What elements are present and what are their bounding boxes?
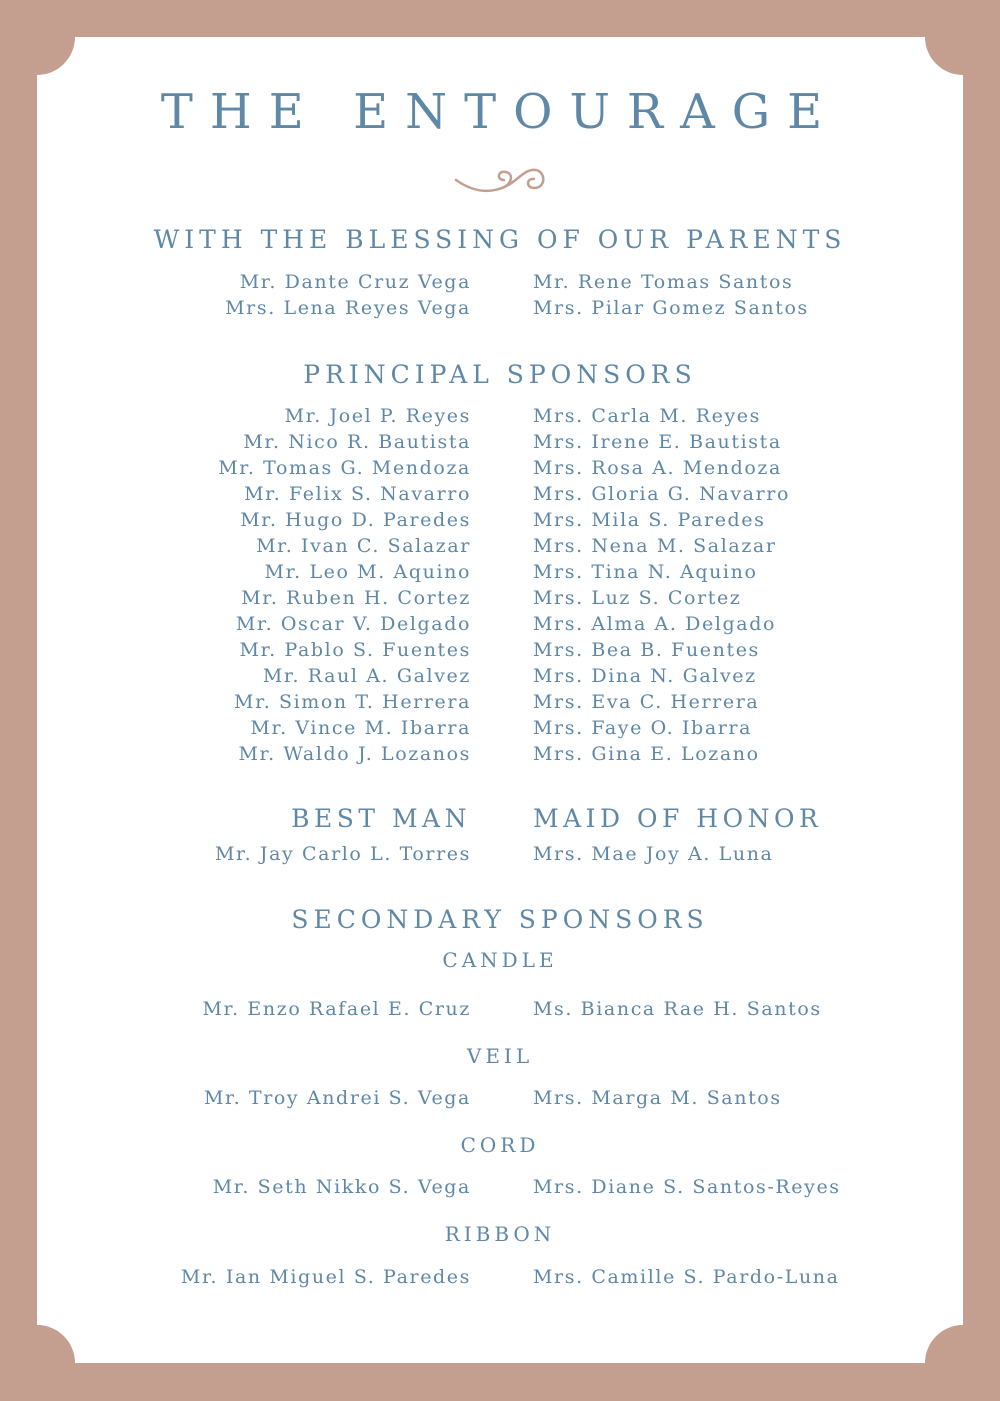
- cord-sponsor-right: Mrs. Diane S. Santos-Reyes: [533, 1176, 841, 1198]
- list-item: Mrs. Faye O. Ibarra: [533, 717, 753, 739]
- candle-sponsor-right: Ms. Bianca Rae H. Santos: [533, 998, 822, 1020]
- list-item: Mrs. Gloria G. Navarro: [533, 483, 790, 505]
- list-item: Mr. Pablo S. Fuentes: [239, 639, 471, 661]
- candle-heading: CANDLE: [442, 948, 558, 972]
- list-item: Mrs. Gina E. Lozano: [533, 743, 760, 765]
- veil-sponsor-right: Mrs. Marga M. Santos: [533, 1087, 782, 1109]
- bride-parents: [533, 269, 809, 321]
- list-item: Mrs. Carla M. Reyes: [533, 405, 761, 427]
- list-item: Mrs. Eva C. Herrera: [533, 691, 760, 713]
- bride-mother: Mrs. Pilar Gomez Santos: [533, 297, 809, 319]
- list-item: Mrs. Mila S. Paredes: [533, 509, 766, 531]
- ribbon-sponsor-right: Mrs. Camille S. Pardo-Luna: [533, 1266, 840, 1288]
- list-item: Mr. Waldo J. Lozanos: [238, 743, 471, 765]
- list-item: Mr. Felix S. Navarro: [244, 483, 471, 505]
- veil-sponsor-left: Mr. Troy Andrei S. Vega: [204, 1087, 471, 1109]
- parents-heading: WITH THE BLESSING OF OUR PARENTS: [153, 225, 847, 254]
- swirl-flourish-icon: [452, 160, 548, 204]
- page-title: THE ENTOURAGE: [160, 84, 840, 140]
- groom-parents: [225, 269, 471, 321]
- maid-of-honor-name: Mrs. Mae Joy A. Luna: [533, 843, 774, 865]
- best-man-name: Mr. Jay Carlo L. Torres: [214, 843, 471, 865]
- groom-mother: Mrs. Lena Reyes Vega: [225, 297, 471, 319]
- list-item: Mr. Joel P. Reyes: [284, 405, 471, 427]
- list-item: Mr. Hugo D. Paredes: [240, 509, 471, 531]
- list-item: Mrs. Irene E. Bautista: [533, 431, 782, 453]
- list-item: Mr. Ruben H. Cortez: [241, 587, 471, 609]
- list-item: Mrs. Bea B. Fuentes: [533, 639, 760, 661]
- list-item: Mrs. Luz S. Cortez: [533, 587, 742, 609]
- corner-notch-bottom-right: [925, 1325, 1000, 1401]
- list-item: Mrs. Rosa A. Mendoza: [533, 457, 782, 479]
- ribbon-sponsor-left: Mr. Ian Miguel S. Paredes: [180, 1266, 471, 1288]
- list-item: Mrs. Tina N. Aquino: [533, 561, 758, 583]
- candle-sponsor-left: Mr. Enzo Rafael E. Cruz: [202, 998, 471, 1020]
- secondary-sponsors-heading: SECONDARY SPONSORS: [291, 905, 709, 934]
- corner-notch-top-left: [0, 0, 75, 75]
- principal-sponsors-heading: PRINCIPAL SPONSORS: [303, 360, 697, 389]
- best-man-label: BEST MAN: [291, 804, 471, 833]
- principal-men-list: [218, 403, 471, 767]
- groom-father: Mr. Dante Cruz Vega: [239, 271, 471, 293]
- list-item: Mrs. Nena M. Salazar: [533, 535, 777, 557]
- list-item: Mr. Simon T. Herrera: [234, 691, 471, 713]
- corner-notch-top-right: [925, 0, 1000, 75]
- list-item: Mr. Oscar V. Delgado: [235, 613, 471, 635]
- maid-of-honor-label: MAID OF HONOR: [533, 804, 823, 833]
- principal-women-list: [533, 403, 790, 767]
- cord-sponsor-left: Mr. Seth Nikko S. Vega: [212, 1176, 471, 1198]
- ribbon-heading: RIBBON: [444, 1222, 556, 1246]
- list-item: Mrs. Dina N. Galvez: [533, 665, 757, 687]
- list-item: Mrs. Alma A. Delgado: [533, 613, 776, 635]
- list-item: Mr. Tomas G. Mendoza: [218, 457, 471, 479]
- cord-heading: CORD: [460, 1133, 540, 1157]
- list-item: Mr. Leo M. Aquino: [264, 561, 471, 583]
- veil-heading: VEIL: [466, 1044, 534, 1068]
- list-item: Mr. Nico R. Bautista: [243, 431, 471, 453]
- list-item: Mr. Vince M. Ibarra: [250, 717, 471, 739]
- bride-father: Mr. Rene Tomas Santos: [533, 271, 794, 293]
- list-item: Mr. Ivan C. Salazar: [256, 535, 471, 557]
- list-item: Mr. Raul A. Galvez: [262, 665, 471, 687]
- corner-notch-bottom-left: [0, 1325, 75, 1401]
